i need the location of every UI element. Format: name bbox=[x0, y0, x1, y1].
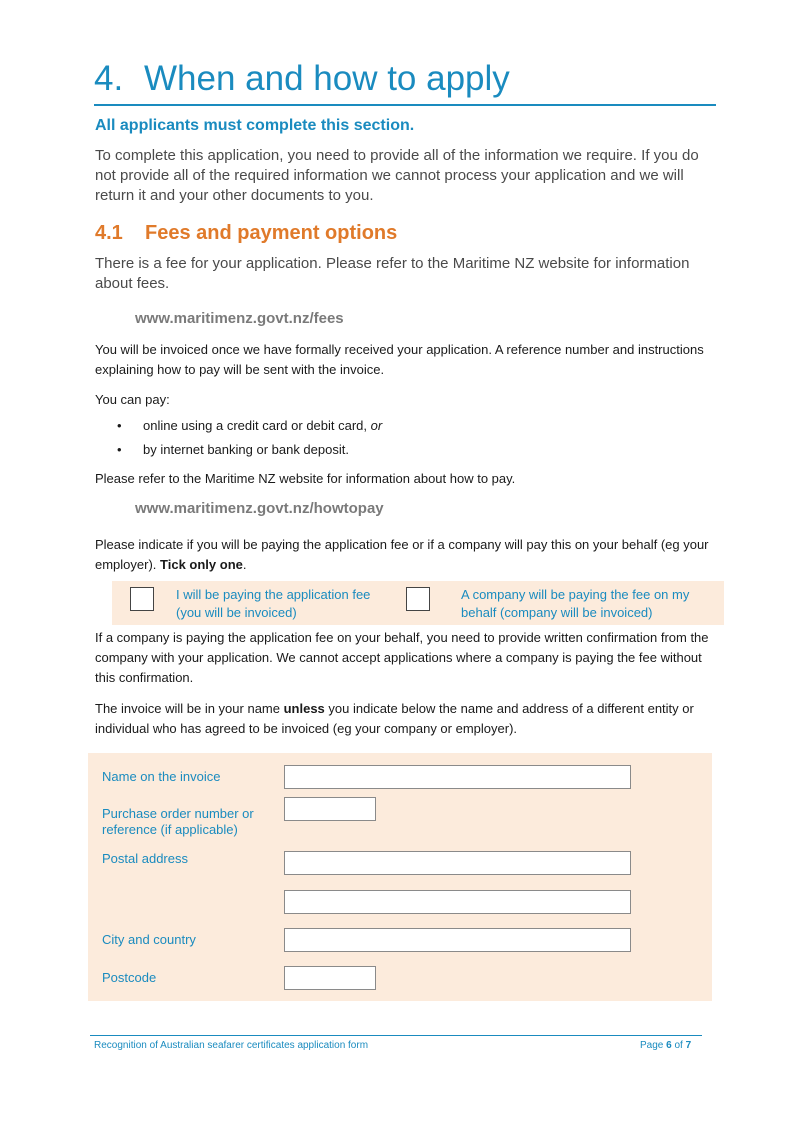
refer-paragraph: Please refer to the Maritime NZ website for information about how to pay. bbox=[95, 471, 516, 486]
subsection-number: 4.1 bbox=[95, 222, 123, 244]
city-country-field[interactable] bbox=[284, 928, 631, 952]
fees-link[interactable]: www.maritimenz.govt.nz/fees bbox=[135, 310, 344, 327]
postal-address-field-2[interactable] bbox=[284, 890, 631, 914]
invoice-name-paragraph: The invoice will be in your name unless you indicate below the name and address of a different entity or individual who has agreed to be invoiced (eg your company or employer). bbox=[95, 701, 694, 736]
self-pay-option[interactable] bbox=[112, 581, 392, 625]
intro-paragraph: To complete this application, you need to provide all of the information we require. If you do not provide all of the required information we cannot process your application and we will return it and your other documents to you. bbox=[95, 147, 699, 204]
subsection-heading bbox=[95, 222, 397, 245]
footer-page-number: Page 6 of 7 bbox=[640, 1040, 692, 1051]
section-subheading: All applicants must complete this section. bbox=[95, 117, 415, 134]
footer-document-title: Recognition of Australian seafarer certificates application form bbox=[94, 1040, 369, 1051]
indicate-paragraph: Please indicate if you will be paying the application fee or if a company will pay this on your behalf (eg your employer). Tick only one. bbox=[95, 537, 709, 572]
howtopay-link[interactable]: www.maritimenz.govt.nz/howtopay bbox=[135, 500, 384, 517]
postal-address-field-1[interactable] bbox=[284, 851, 631, 875]
name-label: Name on the invoice bbox=[102, 769, 221, 784]
you-can-pay-label: You can pay: bbox=[95, 392, 170, 407]
fee-payer-options bbox=[112, 581, 724, 625]
po-number-field[interactable] bbox=[284, 797, 376, 821]
invoice-paragraph: You will be invoiced once we have formally received your application. A reference number and instructions explaining how to pay will be sent with the invoice. bbox=[95, 342, 704, 377]
self-pay-checkbox[interactable] bbox=[130, 587, 154, 611]
self-pay-label: I will be paying the application fee (you will be invoiced) bbox=[176, 587, 371, 620]
footer-divider bbox=[90, 1035, 702, 1036]
po-label: Purchase order number or reference (if applicable) bbox=[102, 806, 254, 837]
postcode-field[interactable] bbox=[284, 966, 376, 990]
postal-label: Postal address bbox=[102, 851, 188, 866]
subsection-title: Fees and payment options bbox=[145, 222, 398, 244]
city-label: City and country bbox=[102, 932, 196, 947]
company-pay-option[interactable] bbox=[388, 581, 724, 625]
section-heading-title: When and how to apply bbox=[144, 59, 510, 98]
list-item: • by internet banking or bank deposit. bbox=[117, 438, 382, 462]
section-heading bbox=[94, 58, 716, 106]
company-confirmation-paragraph: If a company is paying the application fee on your behalf, you need to provide written confirmation from the company with your application. We cannot accept applications where a company is paying the fee without this confirmation. bbox=[95, 630, 709, 685]
invoice-name-field[interactable] bbox=[284, 765, 631, 789]
section-heading-number: 4. bbox=[94, 59, 124, 98]
payment-options-list bbox=[117, 414, 382, 462]
invoice-details-form bbox=[88, 753, 712, 1001]
company-pay-label: A company will be paying the fee on my behalf (company will be invoiced) bbox=[461, 587, 690, 620]
fee-intro-paragraph: There is a fee for your application. Please refer to the Maritime NZ website for information about fees. bbox=[95, 255, 690, 292]
list-item: • online using a credit card or debit card, or bbox=[117, 414, 382, 438]
postcode-label: Postcode bbox=[102, 970, 157, 985]
company-pay-checkbox[interactable] bbox=[406, 587, 430, 611]
